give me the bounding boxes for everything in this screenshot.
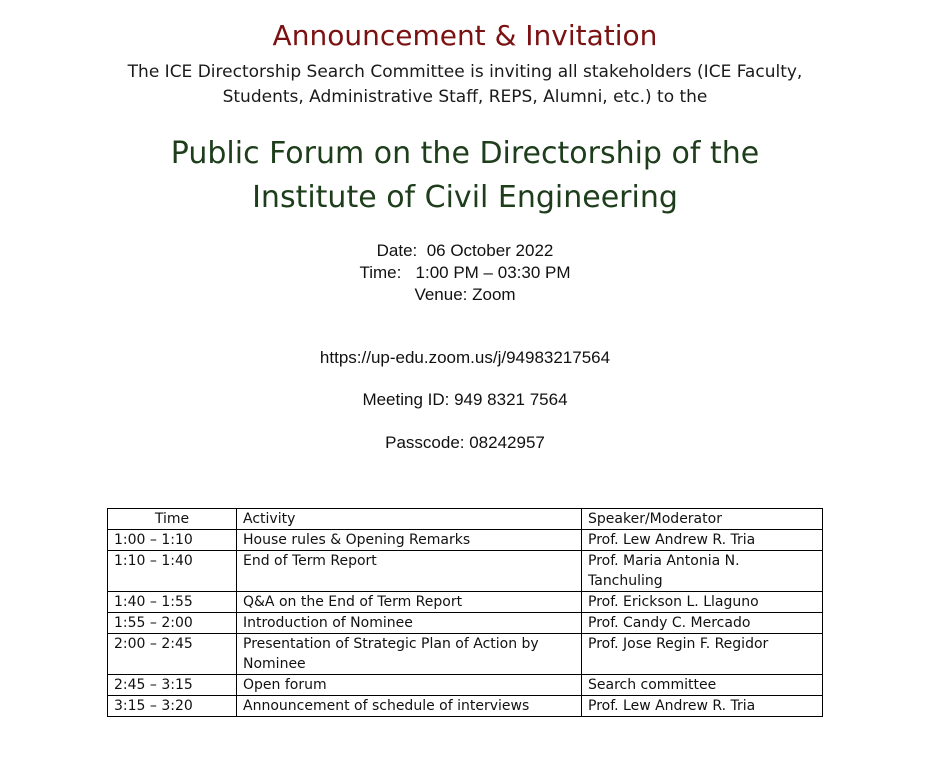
cell-time: 1:40 – 1:55 <box>108 592 237 613</box>
zoom-meeting-link[interactable]: https://up-edu.zoom.us/j/94983217564 <box>319 348 611 367</box>
header-speaker: Speaker/Moderator <box>582 509 823 530</box>
forum-title-line-2: Institute of Civil Engineering <box>252 180 678 215</box>
cell-activity: House rules & Opening Remarks <box>237 530 582 551</box>
cell-speaker: Prof. Jose Regin F. Regidor <box>582 634 823 675</box>
program-schedule-table <box>107 508 823 717</box>
cell-activity: End of Term Report <box>237 551 582 592</box>
cell-activity: Open forum <box>237 675 582 696</box>
announcement-title: Announcement & Invitation <box>272 19 658 52</box>
table-row <box>108 592 823 613</box>
cell-speaker: Prof. Lew Andrew R. Tria <box>582 696 823 717</box>
cell-time: 3:15 – 3:20 <box>108 696 237 717</box>
cell-speaker: Prof. Candy C. Mercado <box>582 613 823 634</box>
cell-time: 1:00 – 1:10 <box>108 530 237 551</box>
cell-activity: Announcement of schedule of interviews <box>237 696 582 717</box>
event-time: Time: 1:00 PM – 03:30 PM <box>359 263 571 282</box>
meeting-id: Meeting ID: 949 8321 7564 <box>362 390 568 409</box>
table-header-row <box>108 509 823 530</box>
cell-time: 2:00 – 2:45 <box>108 634 237 675</box>
event-date: Date: 06 October 2022 <box>376 241 554 260</box>
forum-title-line-1: Public Forum on the Directorship of the <box>170 136 760 171</box>
table-row <box>108 696 823 717</box>
cell-speaker: Search committee <box>582 675 823 696</box>
table-row <box>108 613 823 634</box>
header-time: Time <box>108 509 237 530</box>
invitation-text-line-1: The ICE Directorship Search Committee is inviting all stakeholders (ICE Faculty, <box>127 62 803 82</box>
meeting-passcode: Passcode: 08242957 <box>385 433 545 452</box>
table-row <box>108 530 823 551</box>
cell-time: 1:55 – 2:00 <box>108 613 237 634</box>
event-venue: Venue: Zoom <box>414 285 516 304</box>
cell-speaker: Prof. Maria Antonia N. Tanchuling <box>582 551 823 592</box>
cell-activity: Presentation of Strategic Plan of Action by Nominee <box>237 634 582 675</box>
cell-speaker: Prof. Lew Andrew R. Tria <box>582 530 823 551</box>
cell-time: 2:45 – 3:15 <box>108 675 237 696</box>
cell-activity: Q&A on the End of Term Report <box>237 592 582 613</box>
cell-time: 1:10 – 1:40 <box>108 551 237 592</box>
invitation-text-line-2: Students, Administrative Staff, REPS, Alumni, etc.) to the <box>222 87 708 107</box>
cell-activity: Introduction of Nominee <box>237 613 582 634</box>
header-activity: Activity <box>237 509 582 530</box>
table-row <box>108 551 823 592</box>
table-row <box>108 675 823 696</box>
cell-speaker: Prof. Erickson L. Llaguno <box>582 592 823 613</box>
table-row <box>108 634 823 675</box>
